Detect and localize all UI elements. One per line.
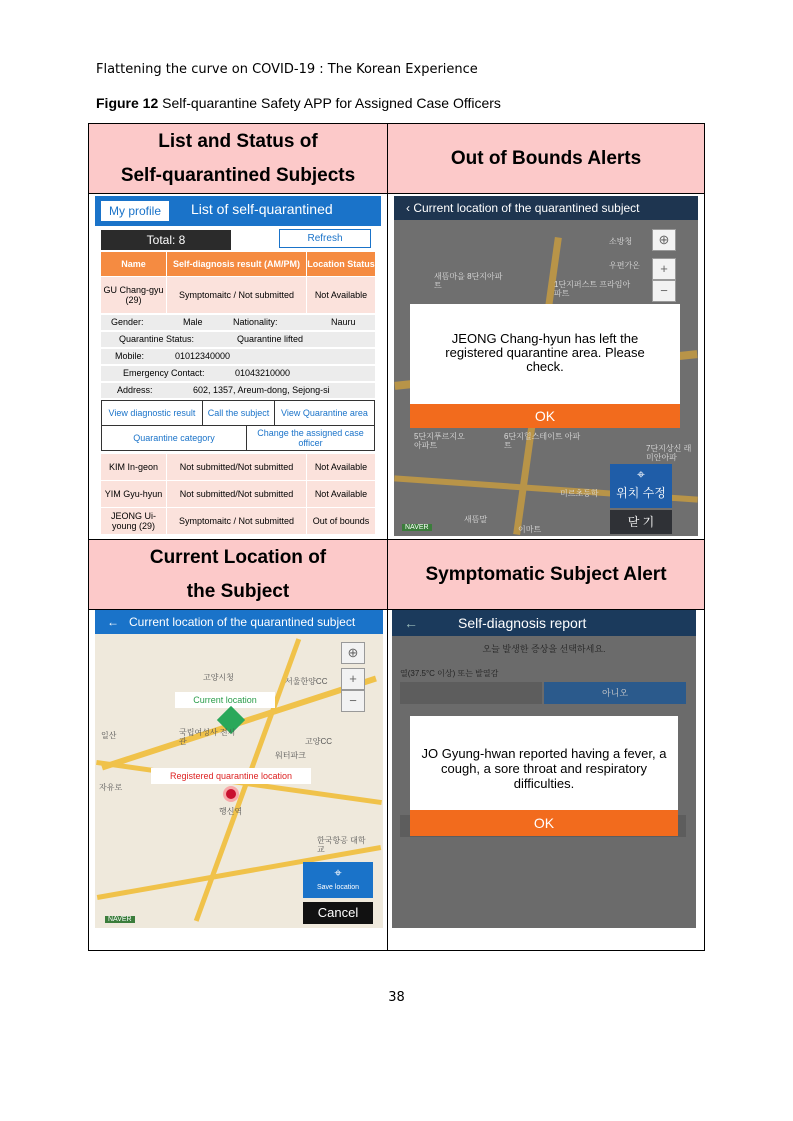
map-label: 국립여성사 전시관 [179, 728, 236, 746]
map-label: 일산 [101, 731, 117, 740]
figure-caption [96, 95, 501, 111]
map-label: 5단지푸르지오 아파트 [414, 432, 465, 450]
map-label: 소방청 [609, 237, 633, 246]
figure-caption-text: Self-quarantine Safety APP for Assigned Case Officers [162, 95, 501, 111]
map-label: 6단지힐스테이트 아파트 [504, 432, 581, 450]
naver-logo: NAVER [105, 916, 135, 923]
save-location-button[interactable] [303, 862, 373, 898]
quarantine-value: Quarantine lifted [237, 334, 304, 344]
mobile-value: 01012340000 [175, 351, 231, 361]
subject-result: Symptomaitc / Not submitted [167, 277, 306, 313]
panel-list-status [89, 194, 388, 540]
location-header-text: Current location of the quarantined subject [129, 615, 356, 629]
locate-icon[interactable]: ⊕ [652, 229, 676, 251]
panel-title-line: Self-quarantined Subjects [120, 164, 356, 186]
table-row[interactable] [101, 454, 375, 480]
cancel-button[interactable]: Cancel [303, 902, 373, 924]
map-label: 우편가온 [609, 261, 640, 270]
table-row[interactable] [101, 508, 375, 534]
panel-out-of-bounds [388, 194, 704, 540]
map-label: 새뜸말 [464, 515, 488, 524]
map-label: 고양CC [305, 737, 333, 746]
subject-name: JEONG Ui-young (29) [101, 508, 166, 534]
figure-table [88, 123, 705, 951]
symptom-app-header [392, 610, 696, 636]
adjust-location-label: 위치 수정 [616, 486, 666, 500]
locate-icon[interactable]: ⊕ [341, 642, 365, 664]
map-label: 서울한양CC [285, 677, 328, 686]
gender-value: Male [183, 317, 203, 327]
gender-label: Gender: [111, 317, 144, 327]
naver-logo: NAVER [402, 524, 432, 531]
subject-status: Not Available [307, 277, 375, 313]
panel-title-line: Current Location of [149, 546, 327, 568]
location-app-screenshot [95, 610, 383, 928]
figure-label: Figure 12 [96, 95, 159, 111]
ok-button[interactable]: OK [410, 404, 680, 428]
view-diagnostic-result-button[interactable]: View diagnostic result [101, 400, 203, 426]
map-label: 워터파크 [275, 751, 306, 760]
panel-symptomatic [388, 610, 704, 950]
map-label: 자유로 [99, 783, 123, 792]
col-status: Location Status [307, 252, 375, 276]
panel-title-out-of-bounds: Out of Bounds Alerts [388, 124, 704, 194]
subject-name: KIM In-geon [101, 454, 166, 480]
view-quarantine-area-button[interactable]: View Quarantine area [274, 400, 375, 426]
table-row[interactable] [101, 481, 375, 507]
symptom-header-text: Self-diagnosis report [458, 615, 587, 631]
subject-status: Not Available [307, 481, 375, 507]
address-value: 602, 1357, Areum-dong, Sejong-si [193, 385, 330, 395]
panel-title-symptomatic: Symptomatic Subject Alert [388, 540, 704, 610]
col-result: Self-diagnosis result (AM/PM) [167, 252, 306, 276]
subject-status: Not Available [307, 454, 375, 480]
mobile-label: Mobile: [115, 351, 145, 361]
bounds-app-screenshot [394, 196, 698, 536]
zoom-out-icon[interactable]: − [652, 280, 676, 302]
location-app-header: ← Current location of the quarantined subject [95, 610, 383, 634]
no-option[interactable]: 아니오 [544, 682, 686, 704]
quarantine-label: Quarantine Status: [119, 334, 195, 344]
subject-result: Not submitted/Not submitted [167, 454, 306, 480]
table-row[interactable] [101, 277, 375, 313]
save-location-label: Save location [316, 884, 360, 891]
nationality-label: Nationality: [233, 317, 278, 327]
close-button[interactable]: 닫 기 [610, 510, 672, 534]
zoom-in-icon[interactable]: + [652, 258, 676, 280]
change-officer-button[interactable]: Change the assigned case officer [246, 425, 375, 451]
location-pin-icon: ⌖ [637, 466, 645, 482]
current-location-label: Current location [175, 692, 275, 708]
registered-location-label: Registered quarantine location [151, 768, 311, 784]
yes-option[interactable] [400, 682, 542, 704]
map-label: 7단지상신 래미안아파 [646, 444, 692, 462]
nationality-value: Nauru [331, 317, 356, 327]
refresh-button[interactable]: Refresh [279, 229, 371, 248]
out-of-bounds-dialog: JEONG Chang-hyun has left the registered quarantine area. Please check. [410, 304, 680, 404]
symptom-app-screenshot [392, 610, 696, 928]
ok-button[interactable]: OK [410, 810, 678, 836]
subject-name: GU Chang-gyu (29) [101, 277, 166, 313]
subject-name: YIM Gyu-hyun [101, 481, 166, 507]
emergency-value: 01043210000 [235, 368, 291, 378]
my-profile-tab[interactable]: My profile [101, 201, 169, 221]
emergency-label: Emergency Contact: [123, 368, 205, 378]
map-label: 행신역 [219, 807, 243, 816]
page-number: 38 [388, 990, 405, 1005]
call-subject-button[interactable]: Call the subject [202, 400, 275, 426]
list-app-screenshot [95, 196, 381, 536]
list-header-row [101, 252, 375, 276]
symptomatic-dialog: JO Gyung-hwan reported having a fever, a cough, a sore throat and respiratory difficulties. [410, 716, 678, 810]
map-label: 이마트 [518, 525, 542, 534]
total-count: Total: 8 [101, 230, 231, 250]
panel-title-line: the Subject [186, 580, 290, 602]
zoom-in-icon[interactable]: + [341, 668, 365, 690]
symptom-question: 열(37.5°C 이상) 또는 발열감 [400, 669, 499, 678]
map-label: 한국항공 대학교 [317, 836, 366, 854]
panel-title-list-status [89, 124, 388, 194]
zoom-out-icon[interactable]: − [341, 690, 365, 712]
panel-current-location [89, 610, 388, 950]
bounds-app-header: ‹ Current location of the quarantined subject [394, 196, 698, 220]
subject-result: Symptomaitc / Not submitted [167, 508, 306, 534]
back-arrow-icon[interactable]: ← [404, 615, 418, 631]
map-label: 새뜸마을 8단지아파트 [434, 272, 503, 290]
adjust-location-button[interactable] [610, 464, 672, 508]
subject-status: Out of bounds [307, 508, 375, 534]
registered-location-marker-icon [223, 786, 239, 802]
bounds-header-text: Current location of the quarantined subject [413, 201, 640, 215]
list-app-title: List of self-quarantined [191, 201, 333, 217]
panel-title-current-location [89, 540, 388, 610]
panel-title-line: List and Status of [158, 130, 318, 152]
address-label: Address: [117, 385, 153, 395]
subject-result: Not submitted/Not submitted [167, 481, 306, 507]
map-label: 1단지퍼스트 프라임아파트 [554, 280, 631, 298]
quarantine-category-button[interactable]: Quarantine category [101, 425, 247, 451]
map-label: 미르초등학 [560, 489, 599, 498]
symptom-instruction: 오늘 발생한 증상을 선택하세요. [482, 644, 606, 654]
map-label: 고양시청 [203, 673, 234, 682]
location-pin-icon: ⌖ [334, 865, 342, 880]
col-name: Name [101, 252, 166, 276]
running-title: Flattening the curve on COVID-19 : The Korean Experience [96, 62, 478, 77]
